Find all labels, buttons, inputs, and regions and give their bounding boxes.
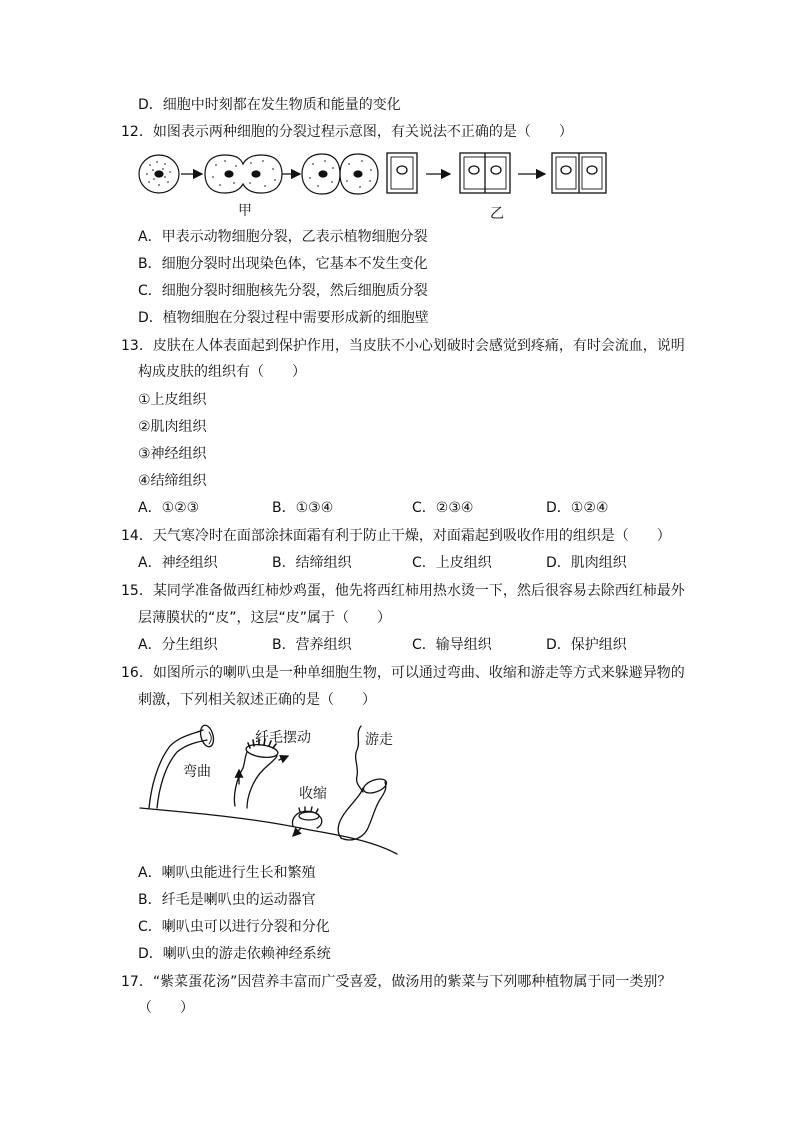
plant-cell-stage-2 [460, 153, 510, 193]
q16-stem-line1: 16．如图所示的喇叭虫是一种单细胞生物，可以通过弯曲、收缩和游走等方式来躲避异物的 [121, 665, 685, 681]
q13-stem-line1: 13．皮肤在人体表面起到保护作用，当皮肤不小心划破时会感觉到疼痛，有时会流血，说明 [121, 338, 685, 354]
q12-option-c: C．细胞分裂时细胞核先分裂，然后细胞质分裂 [138, 283, 428, 299]
q15-option-b: B．营养组织 [272, 637, 352, 653]
q15-option-c: C．输导组织 [412, 637, 492, 653]
q15-options [138, 635, 698, 655]
q13-item-4: ④结缔组织 [138, 473, 207, 489]
q17-stem-line1: 17．“紫菜蛋花汤”因营养丰富而广受喜爱，做汤用的紫菜与下列哪种植物属于同一类别？ [121, 974, 672, 990]
q13-item-3: ③神经组织 [138, 446, 207, 462]
plant-cell-stage-1 [387, 153, 417, 193]
q14-option-c: C．上皮组织 [412, 555, 492, 571]
stentor-cilia [234, 739, 288, 808]
q12-option-b: B．细胞分裂时出现染色体，它基本不发生变化 [138, 256, 428, 272]
q12-stem: 12．如图表示两种细胞的分裂过程示意图，有关说法不正确的是（ ） [121, 124, 573, 140]
fig-label-yi: 乙 [490, 206, 504, 222]
q16-stentor-figure [135, 718, 425, 858]
q13-options [138, 498, 698, 518]
q14-stem: 14．天气寒冷时在面部涂抹面霜有利于防止干燥，对面霜起到吸收作用的组织是（ ） [121, 528, 671, 544]
animal-cell-stage-3 [302, 154, 378, 194]
plant-cell-stage-3 [552, 153, 606, 193]
substrate-line [140, 808, 397, 854]
q15-option-a: A．分生组织 [138, 637, 218, 653]
q13-option-b: B．①③④ [272, 500, 334, 516]
animal-cell-stage-1 [139, 155, 179, 193]
q16-option-a: A．喇叭虫能进行生长和繁殖 [138, 865, 316, 881]
q16-option-b: B．纤毛是喇叭虫的运动器官 [138, 892, 316, 908]
q13-item-1: ①上皮组织 [138, 392, 207, 408]
q17-stem-line2: （ ） [138, 1000, 194, 1016]
q12-option-d: D．植物细胞在分裂过程中需要形成新的细胞壁 [138, 310, 429, 326]
animal-cell-stage-2 [205, 155, 282, 193]
q13-option-d: D．①②④ [546, 500, 609, 516]
label-contract: 收缩 [299, 786, 327, 802]
fig-label-jia: 甲 [238, 203, 252, 219]
q13-option-c: C．②③④ [412, 500, 474, 516]
q16-option-d: D．喇叭虫的游走依赖神经系统 [138, 946, 331, 962]
label-cilia: 纤毛摆动 [255, 730, 311, 746]
q14-options [138, 553, 698, 573]
q16-option-c: C．喇叭虫可以进行分裂和分化 [138, 919, 330, 935]
q16-stem-line2: 刺激，下列相关叙述正确的是（ ） [138, 692, 376, 708]
q12-option-a: A．甲表示动物细胞分裂，乙表示植物细胞分裂 [138, 229, 428, 245]
q12-cell-division-figure [130, 150, 620, 230]
label-swim: 游走 [365, 732, 393, 748]
q13-stem-line2: 构成皮肤的组织有（ ） [138, 364, 306, 380]
label-bend: 弯曲 [183, 764, 211, 780]
q14-option-b: B．结缔组织 [272, 555, 352, 571]
q14-option-a: A．神经组织 [138, 555, 218, 571]
q14-option-d: D．肌肉组织 [546, 555, 627, 571]
q11-option-d: D．细胞中时刻都在发生物质和能量的变化 [138, 97, 401, 113]
q13-item-2: ②肌肉组织 [138, 419, 207, 435]
q15-stem-line2: 层薄膜状的“皮”，这层“皮”属于（ ） [138, 610, 392, 626]
q15-option-d: D．保护组织 [546, 637, 627, 653]
q15-stem-line1: 15．某同学准备做西红柿炒鸡蛋，他先将西红柿用热水烫一下，然后很容易去除西红柿最外 [121, 583, 685, 599]
q13-option-a: A．①②③ [138, 500, 200, 516]
